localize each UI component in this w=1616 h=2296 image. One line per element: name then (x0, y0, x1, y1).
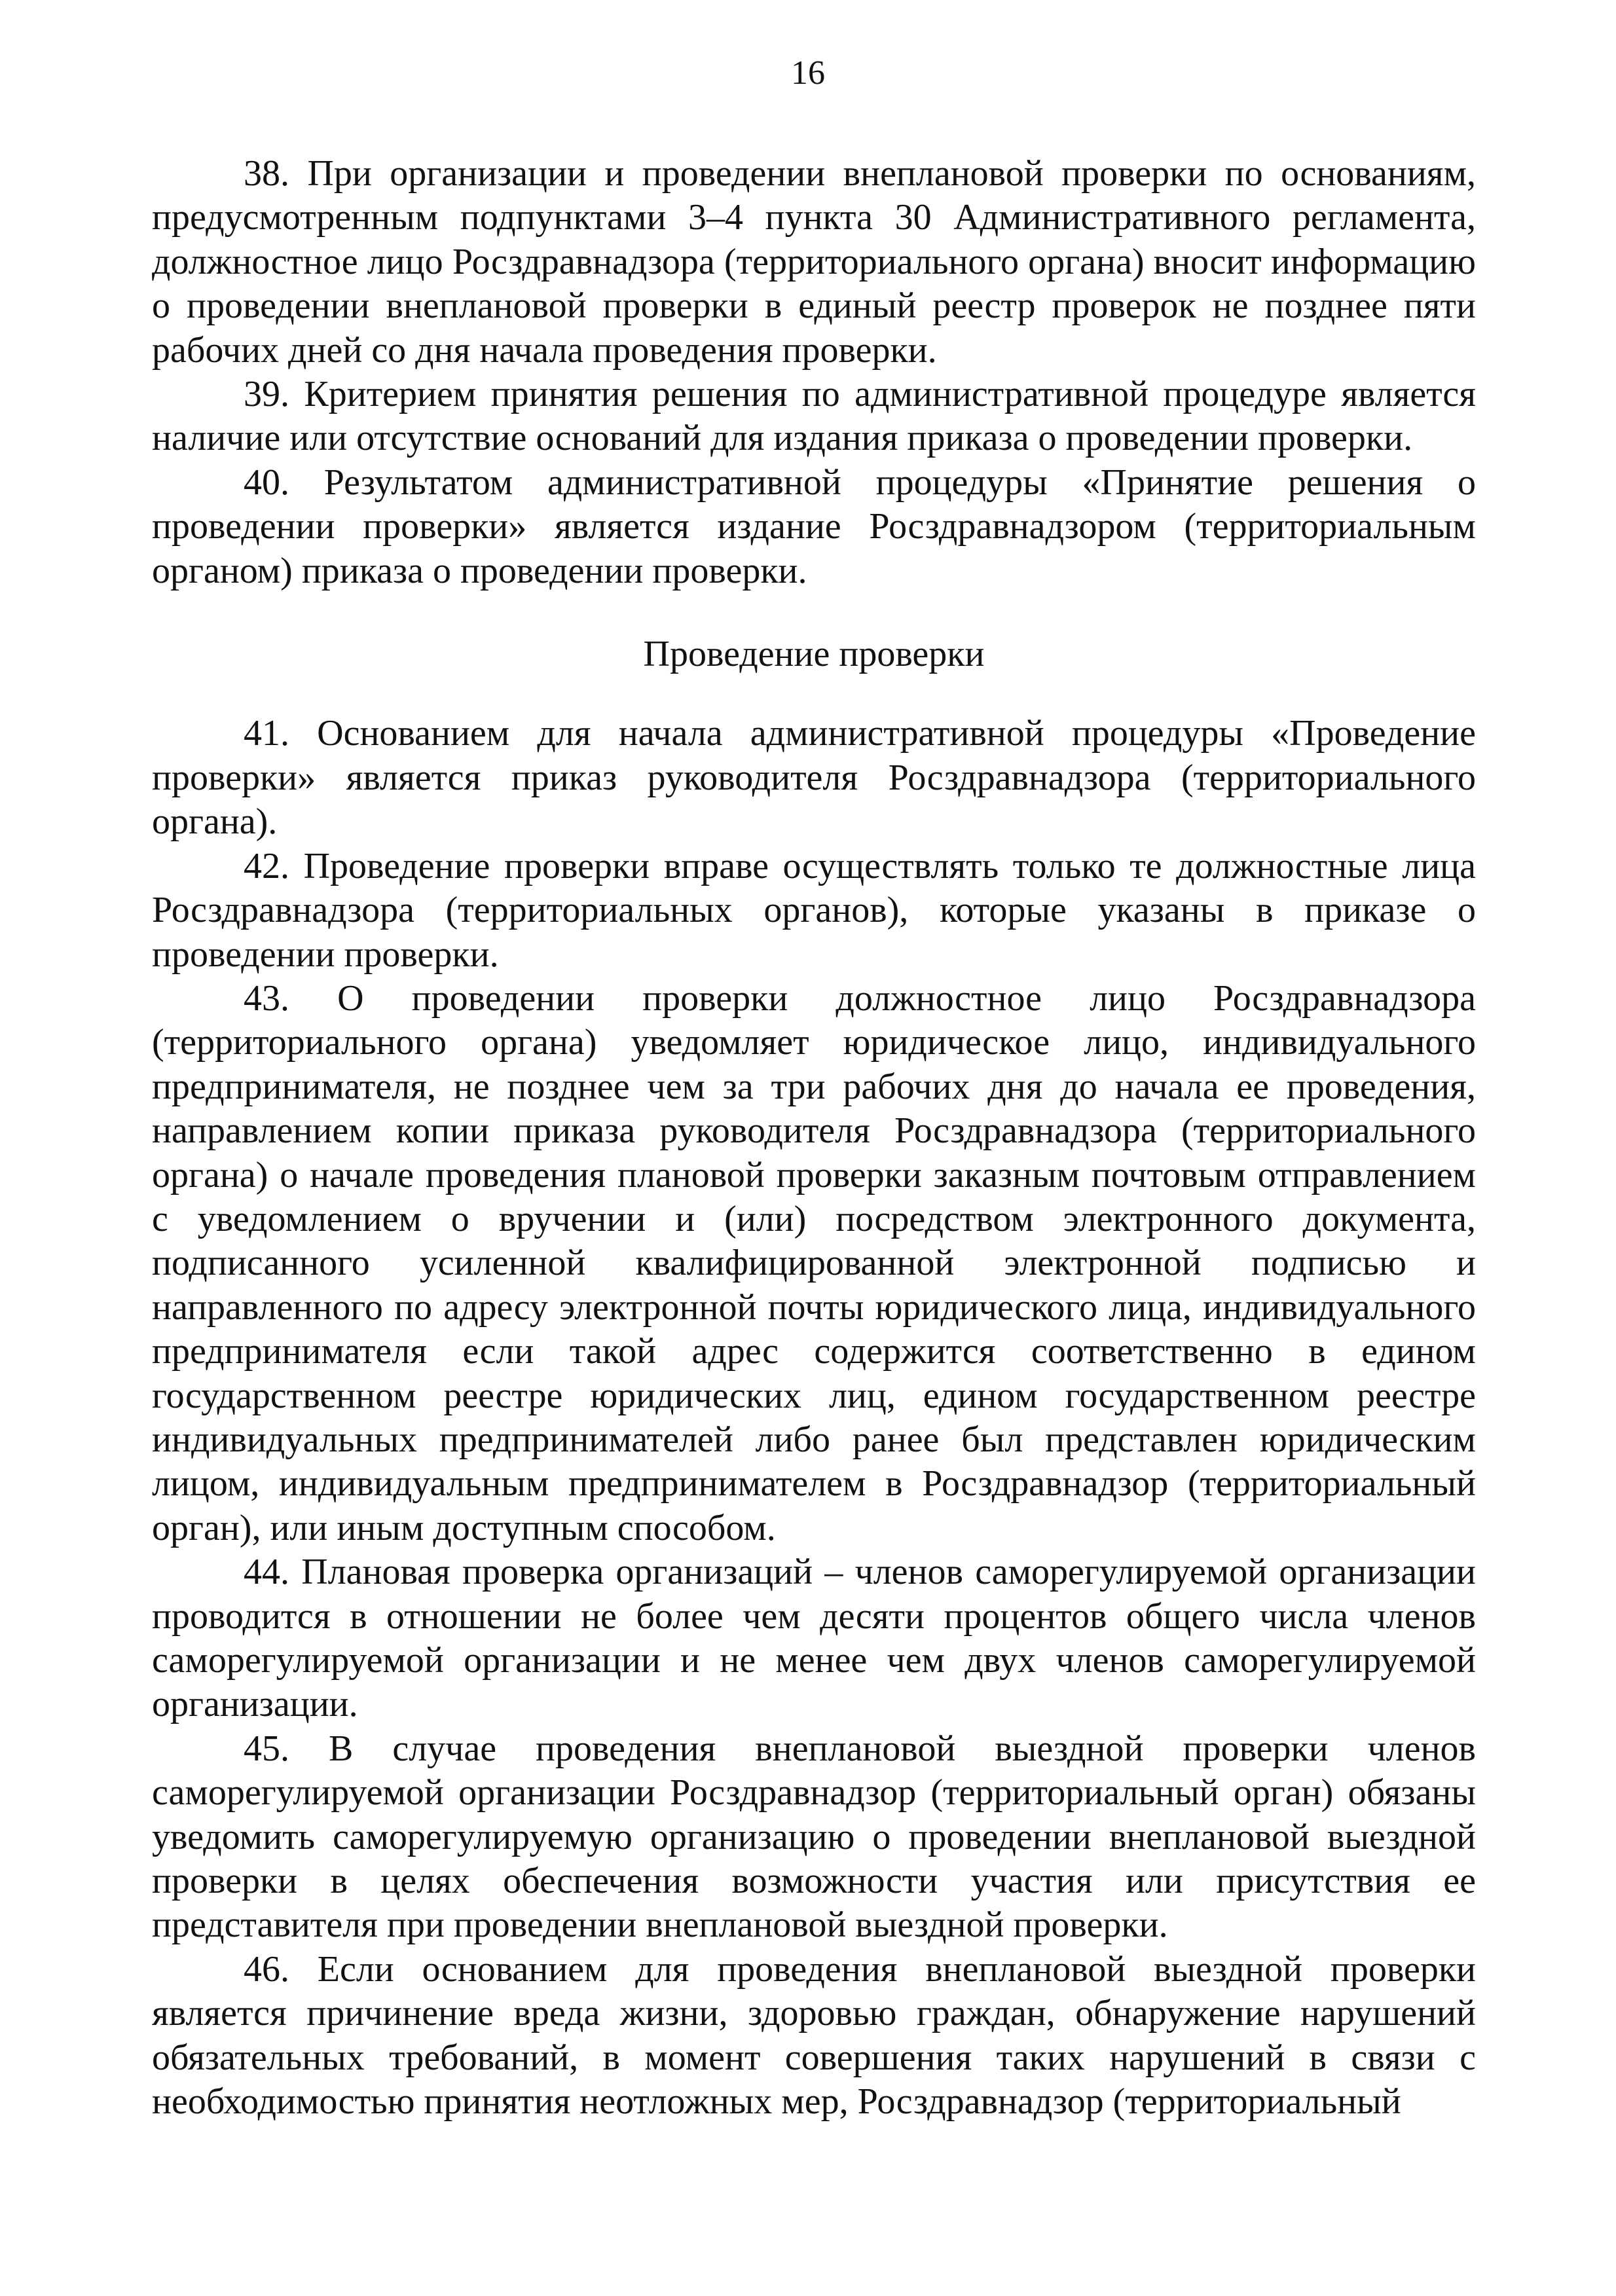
page-number: 16 (791, 54, 825, 92)
paragraph-40: 40. Результатом административной процедуры «Принятие решения о проведении проверки» является издание Росздравнадзором (территориальным органом) приказа о проведении проверки. (152, 462, 1476, 591)
paragraph-42: 42. Проведение проверки вправе осуществлять только те должностные лица Росздравнадзора (территориальных органов), которые указаны в приказе о проведении проверки. (152, 845, 1476, 975)
section-heading: Проведение проверки (643, 634, 985, 675)
document-body (152, 152, 1476, 2124)
paragraph-39: 39. Критерием принятия решения по административной процедуре является наличие или отсутствие оснований для издания приказа о проведении проверки. (152, 374, 1476, 459)
paragraph-41: 41. Основанием для начала административной процедуры «Проведение проверки» является приказ руководителя Росздравнадзора (территориального органа). (152, 713, 1476, 843)
paragraph-38: 38. При организации и проведении внеплановой проверки по основаниям, предусмотренным подпунктами 3–4 пункта 30 Административного регламента, должностное лицо Росздравнадзора (территориального органа) вносит информацию о проведении внеплановой проверки в единый реестр проверок не позднее пяти рабочих дней со дня начала проведения проверки. (152, 153, 1476, 371)
paragraph-45: 45. В случае проведения внеплановой выездной проверки членов саморегулируемой организации Росздравнадзор (территориальный орган) обязаны уведомить саморегулируемую организацию о проведении внеплановой выездной проверки в целях обеспечения возможности участия или присутствия ее представителя при проведении внеплановой выездной проверки. (152, 1728, 1476, 1946)
paragraph-44: 44. Плановая проверка организаций – членов саморегулируемой организации проводится в отношении не более чем десяти процентов общего числа членов саморегулируемой организации и не менее чем двух членов саморегулируемой организации. (152, 1552, 1476, 1725)
paragraph-46: 46. Если основанием для проведения внеплановой выездной проверки является причинение вреда жизни, здоровью граждан, обнаружение нарушений обязательных требований, в момент совершения таких нарушений в связи с необходимостью принятия неотложных мер, Росздравнадзор (территориальный (152, 1948, 1476, 2123)
paragraph-43: 43. О проведении проверки должностное лицо Росздравнадзора (территориального органа) уведомляет юридическое лицо, индивидуального предпринимателя, не позднее чем за три рабочих дня до начала ее проведения, направлением копии приказа руководителя Росздравнадзора (территориального органа) о начале проведения плановой проверки заказным почтовым отправлением с уведомлением о вручении и (или) посредством электронного документа, подписанного усиленной квалифицированной электронной подписью и направленного по адресу электронной почты юридического лица, индивидуального предпринимателя если такой адрес содержится соответственно в едином государственном реестре юридических лиц, едином государственном реестре индивидуальных предпринимателей либо ранее был представлен юридическим лицом, индивидуальным предпринимателем в Росздравнадзор (территориальный орган), или иным доступным способом. (152, 977, 1476, 1548)
